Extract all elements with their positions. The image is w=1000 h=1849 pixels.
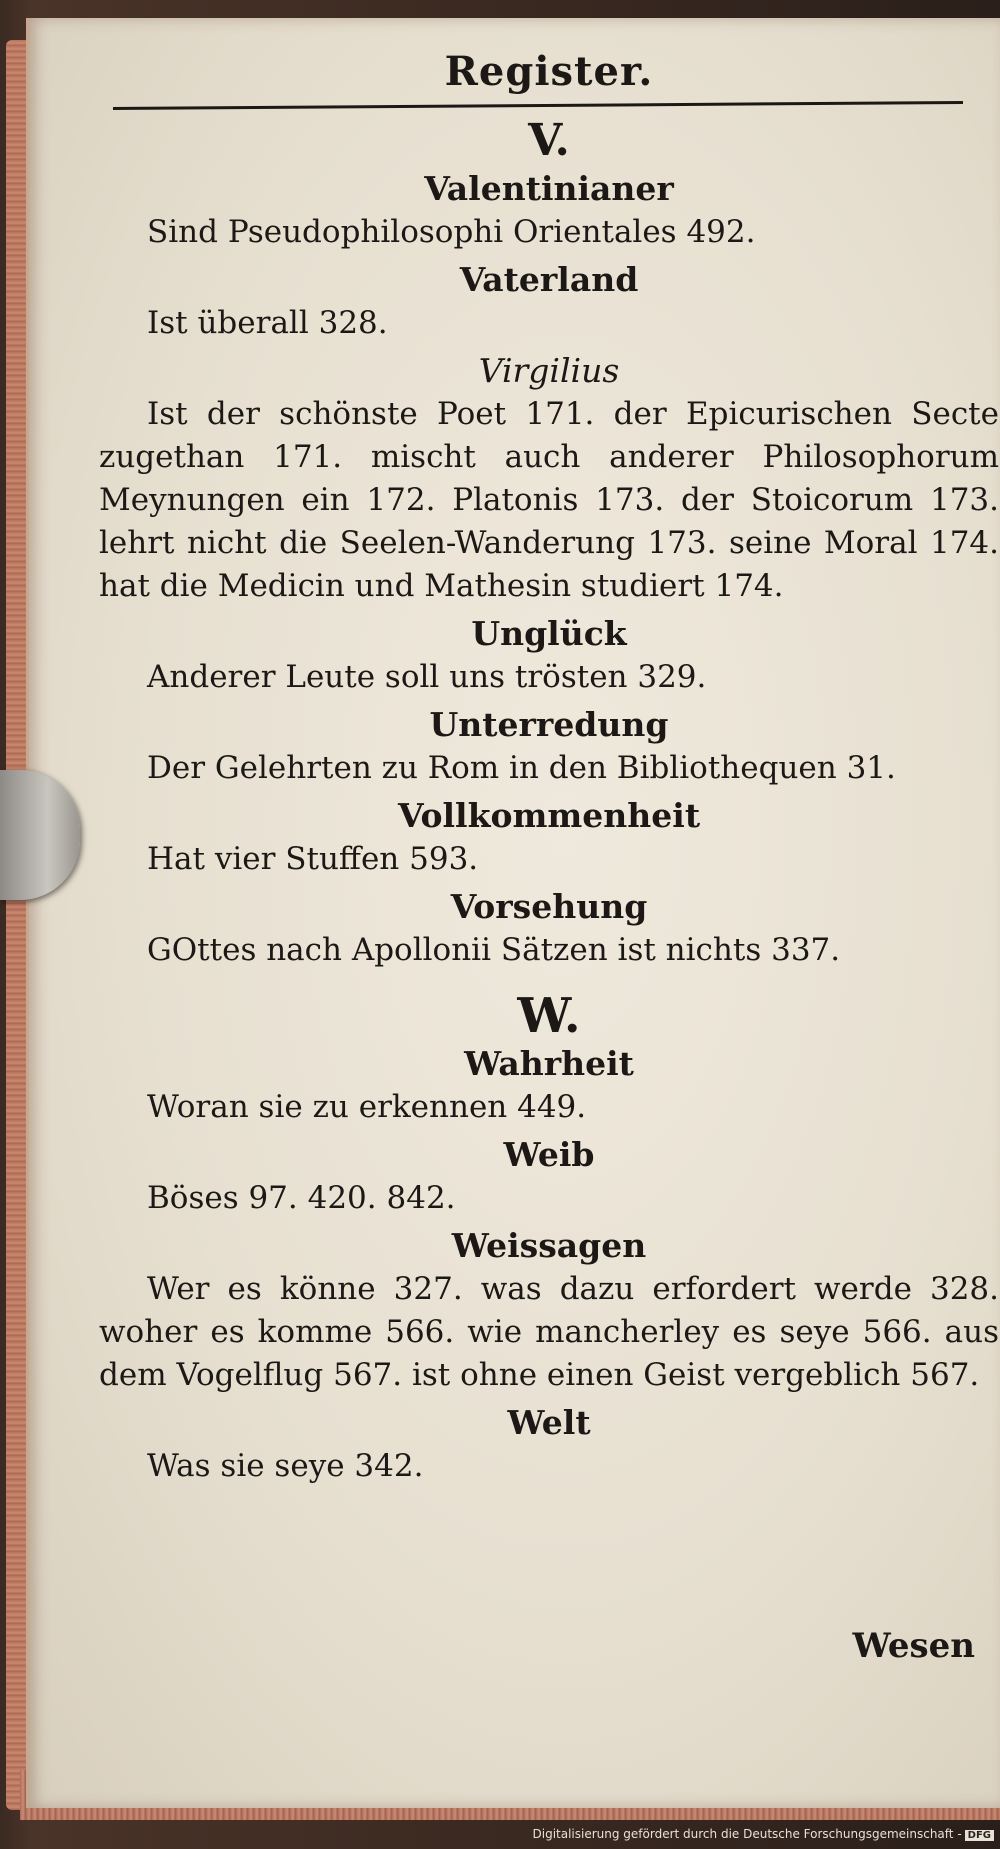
credit-text: Digitalisierung gefördert durch die Deutsche Forschungsgemeinschaft - (532, 1827, 962, 1841)
page-content (99, 48, 999, 1492)
entry-head: Unterredung (429, 705, 669, 744)
catchword: Wesen (852, 1626, 975, 1666)
entry-body: Hat vier Stuffen 593. (147, 841, 479, 877)
entry-body: Ist der schönste Poet 171. der Epicurischen Secte zugethan 171. mischt auch anderer Philosophorum Meynungen ein 172. Platonis 173. der Stoicorum 173. lehrt nicht die Seelen-Wanderung 173. seine Moral 174. hat die Medicin und Mathesin studiert 174. (99, 396, 999, 604)
entry-head: Weissagen (451, 1226, 647, 1265)
digitization-credit (533, 1827, 995, 1841)
entry-body: Sind Pseudophilosophi Orientales 492. (147, 214, 756, 250)
entries-w (99, 1042, 999, 1488)
entry-body: Anderer Leute soll uns trösten 329. (147, 659, 707, 695)
section-letter-w: W. (517, 988, 581, 1044)
entry-head: Wahrheit (464, 1044, 634, 1083)
section-letter-v: V. (528, 115, 570, 166)
entry-head: Vorsehung (450, 887, 648, 926)
entry-body: Wer es könne 327. was dazu erfordert werde 328. woher es komme 566. wie mancherley es seye 566. aus dem Vogelflug 567. ist ohne einen Geist vergeblich 567. (99, 1271, 999, 1393)
entry-head: Virgilius (478, 351, 620, 390)
entry-head: Welt (507, 1403, 591, 1442)
entry-body: Was sie seye 342. (147, 1448, 424, 1484)
entry-head: Weib (503, 1135, 595, 1174)
running-head: Register. (444, 48, 654, 95)
dfg-logo: DFG (965, 1830, 994, 1841)
book-page (26, 18, 1000, 1808)
entry-body: Der Gelehrten zu Rom in den Bibliothequen 31. (147, 750, 896, 786)
entry-body: Woran sie zu erkennen 449. (147, 1089, 587, 1125)
entry-head: Unglück (471, 614, 627, 653)
head-rule (113, 101, 963, 110)
entry-body: GOttes nach Apollonii Sätzen ist nichts 337. (147, 932, 841, 968)
entry-body: Böses 97. 420. 842. (147, 1180, 456, 1216)
entry-head: Valentinianer (424, 169, 674, 208)
entry-head: Vaterland (459, 260, 639, 299)
entry-body: Ist überall 328. (147, 305, 388, 341)
entries-v (99, 167, 999, 972)
entry-head: Vollkommenheit (397, 796, 701, 835)
